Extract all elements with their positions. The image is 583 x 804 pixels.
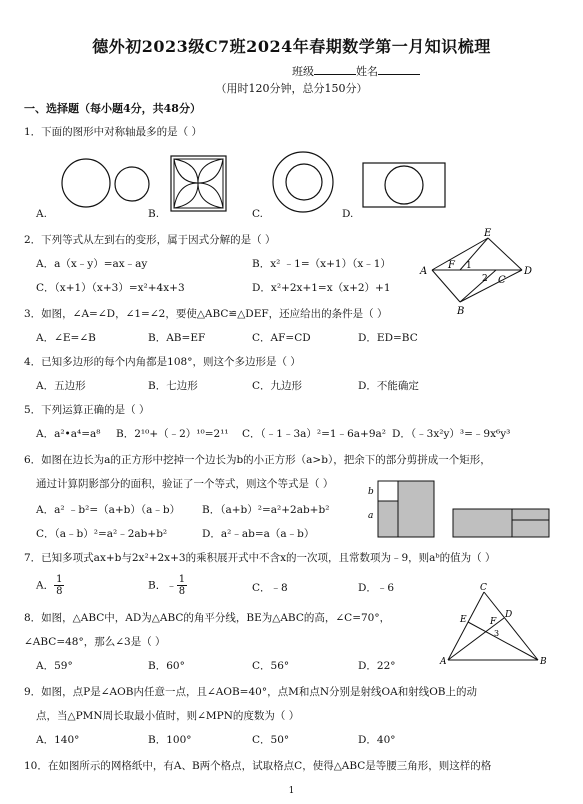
q5-option-b[interactable]: B．2¹⁰+（﹣2）¹⁰=2¹¹	[116, 428, 229, 440]
q9-option-c[interactable]: C．50°	[252, 734, 290, 746]
q8-figure	[438, 584, 553, 670]
q9-option-b[interactable]: B．100°	[148, 734, 192, 746]
q8-label-a: A	[440, 657, 447, 667]
q3-label-1: 1	[466, 261, 472, 271]
q7-option-b-label: B．	[148, 579, 167, 592]
page-title: 德外初2023级C7班2024年春期数学第一月知识梳理	[92, 37, 491, 56]
q8-label-f: F	[490, 617, 497, 627]
q5-option-c[interactable]: C．（﹣1﹣3a）²=1﹣6a+9a²	[242, 428, 386, 440]
q3-option-d[interactable]: D．ED=BC	[358, 332, 418, 344]
q5-stem: 5．下列运算正确的是（ ）	[24, 404, 150, 416]
q9-option-d[interactable]: D．40°	[358, 734, 396, 746]
q3-label-e: E	[484, 228, 492, 239]
q7-option-b[interactable]	[148, 574, 187, 597]
q8-label-d: D	[505, 610, 513, 620]
q1-option-c[interactable]: C.	[252, 208, 263, 220]
q3-label-f: F	[448, 260, 455, 271]
time-note: （用时120分钟，总分150分）	[215, 82, 368, 95]
q10-stem: 10．在如图所示的网格纸中，有A、B两个格点，试取格点C，使得△ABC是等腰三角形，则这样的格	[24, 760, 492, 772]
q1-figure-d	[362, 162, 446, 208]
q2-stem: 2．下列等式从左到右的变形，属于因式分解的是（ ）	[24, 234, 276, 246]
q7-a-denominator: 8	[56, 586, 63, 597]
q7-b-sign: ﹣	[166, 579, 177, 592]
class-blank[interactable]	[314, 65, 356, 75]
q7-b-denominator: 8	[178, 586, 186, 597]
q5-option-a[interactable]: A．a²•a⁴=a⁸	[36, 428, 101, 440]
q4-option-a[interactable]: A．五边形	[36, 380, 86, 392]
q5-option-d[interactable]: D．（﹣3x²y）³=﹣9x⁶y³	[392, 428, 511, 440]
name-label: 姓名	[356, 65, 378, 78]
q7-a-numerator: 1	[56, 574, 63, 585]
q8-line1: 8．如图，△ABC中，AD为△ABC的角平分线，BE为△ABC的高，∠C=70°，	[24, 612, 391, 624]
q8-label-c: C	[480, 583, 487, 593]
q9-line2: 点，当△PMN周长取最小值时，则∠MPN的度数为（ ）	[36, 710, 300, 722]
q3-label-b: B	[457, 306, 465, 317]
q4-option-b[interactable]: B．七边形	[148, 380, 198, 392]
q1-option-a[interactable]: A.	[36, 208, 47, 220]
q9-option-a[interactable]: A．140°	[36, 734, 80, 746]
q7-b-numerator: 1	[178, 574, 186, 585]
q7-option-a-label: A．	[36, 579, 55, 592]
q3-label-a: A	[420, 266, 428, 277]
q8-option-d[interactable]: D．22°	[358, 660, 396, 672]
q7-option-a[interactable]	[36, 574, 64, 597]
q2-option-c[interactable]: C．（x+1）（x+3）=x²+4x+3	[36, 282, 185, 294]
class-name-line	[292, 63, 420, 79]
q3-label-c: C	[498, 275, 506, 286]
q4-option-d[interactable]: D．不能确定	[358, 380, 419, 392]
q4-option-c[interactable]: C．九边形	[252, 380, 303, 392]
q7-option-a-fraction	[54, 574, 64, 597]
q6-label-b: b	[368, 487, 374, 497]
q6-figure-rect	[452, 508, 552, 540]
q2-option-b[interactable]: B．x² ﹣1=（x+1）（x﹣1）	[252, 258, 391, 270]
q7-option-c[interactable]: C．﹣8	[252, 582, 288, 594]
q8-line2: ∠ABC=48°，那么∠3是（ ）	[24, 636, 166, 648]
q3-stem: 3．如图，∠A=∠D，∠1=∠2，要使△ABC≌△DEF，还应给出的条件是（ ）	[24, 308, 388, 320]
q6-option-d[interactable]: D．a²﹣ab=a（a﹣b）	[202, 528, 315, 540]
q3-option-b[interactable]: B．AB=EF	[148, 332, 206, 344]
q6-option-a[interactable]: A．a² ﹣b²=（a+b）（a﹣b）	[36, 504, 181, 516]
class-label: 班级	[292, 65, 314, 78]
q9-line1: 9．如图，点P是∠AOB内任意一点，且∠AOB=40°，点M和点N分别是射线OA和射线OB上的动	[24, 686, 478, 698]
q1-option-b[interactable]: B.	[148, 208, 160, 220]
name-blank[interactable]	[378, 65, 420, 75]
q8-option-a[interactable]: A．59°	[36, 660, 73, 672]
section-heading: 一、选择题（每小题4分，共48分）	[24, 102, 201, 115]
q7-stem: 7．已知多项式ax+b与2x²+2x+3的乘积展开式中不含x的一次项，且常数项为﹣9，则aᵇ的值为（ ）	[24, 552, 496, 564]
q8-label-3: 3	[494, 629, 500, 638]
q1-figure-b	[170, 155, 228, 213]
q6-line1: 6．如图在边长为a的正方形中挖掉一个边长为b的小正方形（a>b），把余下的部分剪拼成一个矩形，	[24, 454, 491, 466]
q8-option-c[interactable]: C．56°	[252, 660, 290, 672]
q3-label-2: 2	[482, 274, 488, 284]
q7-option-d[interactable]: D．﹣6	[358, 582, 395, 594]
q7-option-b-fraction	[177, 574, 187, 597]
q3-option-a[interactable]: A．∠E=∠B	[36, 332, 96, 344]
q6-option-c[interactable]: C．（a﹣b）²=a²﹣2ab+b²	[36, 528, 168, 540]
q1-figure-a	[60, 158, 155, 208]
q6-figure-square	[368, 478, 438, 548]
q2-option-a[interactable]: A．a（x﹣y）=ax﹣ay	[36, 258, 148, 270]
q8-label-e: E	[460, 615, 467, 625]
q8-option-b[interactable]: B．60°	[148, 660, 185, 672]
q3-label-d: D	[524, 266, 533, 277]
q6-line2: 通过计算阴影部分的面积，验证了一个等式，则这个等式是（ ）	[36, 478, 334, 490]
q1-figure-c	[272, 149, 334, 215]
q1-stem: 1．下面的图形中对称轴最多的是（ ）	[24, 126, 203, 138]
q6-option-b[interactable]: B．（a+b）²=a²+2ab+b²	[202, 504, 330, 516]
q2-option-d[interactable]: D．x²+2x+1=x（x+2）+1	[252, 282, 391, 294]
page-number: 1	[288, 786, 295, 796]
q3-option-c[interactable]: C．AF=CD	[252, 332, 311, 344]
q4-stem: 4．已知多边形的每个内角都是108°，则这个多边形是（ ）	[24, 356, 301, 368]
q8-label-b: B	[540, 657, 547, 667]
q1-option-d[interactable]: D.	[342, 208, 354, 220]
q6-label-a: a	[368, 511, 374, 521]
q3-figure	[420, 226, 535, 316]
